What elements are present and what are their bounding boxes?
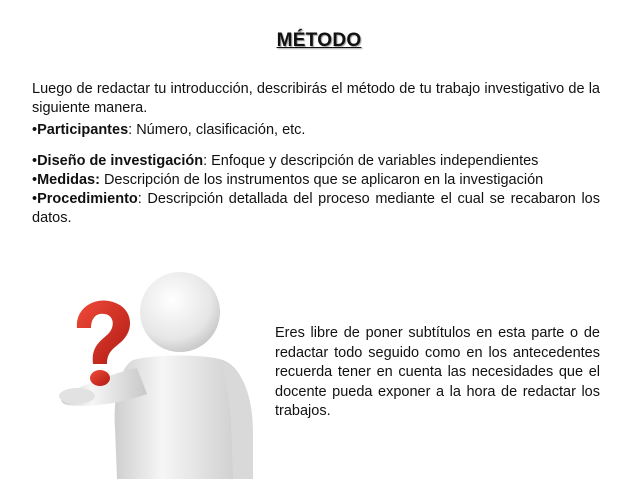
list-item-medidas bbox=[32, 171, 600, 190]
item-text: Descripción de los instrumentos que se aplicaron en la investigación bbox=[99, 172, 544, 188]
item-text: : Número, clasificación, etc. bbox=[128, 122, 306, 138]
page-title: MÉTODO bbox=[276, 30, 362, 51]
person-question-illustration bbox=[55, 268, 270, 479]
list-item-procedimiento bbox=[32, 190, 600, 228]
intro-paragraph: Luego de redactar tu introducción, describirás el método de tu trabajo investigativo de la siguiente manera. bbox=[32, 81, 600, 116]
item-label: Diseño de investigación bbox=[37, 153, 204, 169]
list-item-diseno bbox=[32, 152, 600, 171]
note-paragraph: Eres libre de poner subtítulos en esta parte o de redactar todo seguido como en los antecedentes recuerda tener en cuenta las necesidades que el docente pueda exponer a la hora de redactar los trabajos. bbox=[275, 325, 600, 419]
item-label: Medidas: bbox=[37, 172, 100, 188]
bullet: • bbox=[32, 172, 38, 188]
item-label: Procedimiento bbox=[37, 191, 138, 207]
bullet: • bbox=[32, 153, 38, 169]
bullet: • bbox=[32, 122, 38, 138]
list-item-participantes bbox=[32, 121, 600, 140]
method-content bbox=[32, 80, 600, 228]
item-label: Participantes bbox=[37, 122, 129, 138]
person-question-icon bbox=[55, 268, 270, 479]
bullet: • bbox=[32, 191, 38, 207]
item-text: : Enfoque y descripción de variables independientes bbox=[203, 153, 539, 169]
item-text: : Descripción detallada del proceso mediante el cual se recabaron los datos. bbox=[32, 191, 600, 226]
